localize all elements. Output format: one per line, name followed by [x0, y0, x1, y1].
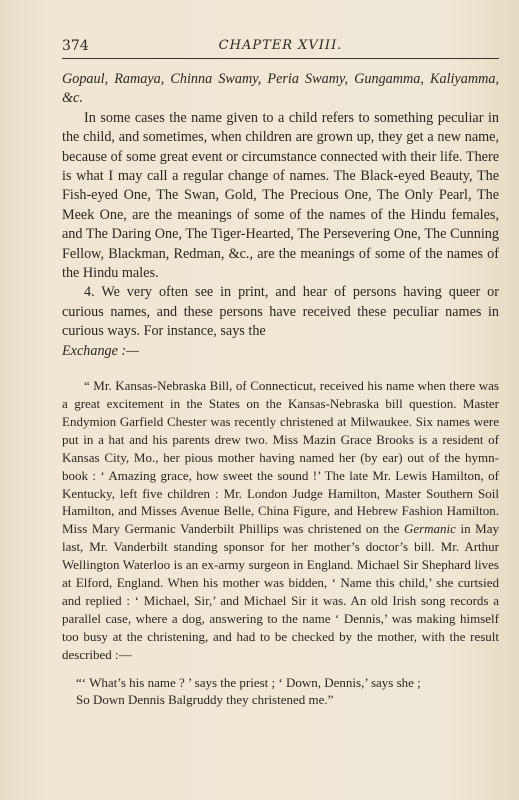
quote-text-part-2: in May last, Mr. Vanderbilt standing sponsor for her mother’s doctor’s bill. Mr. Arthur Wellington Waterloo is an ex-army surgeon in England. Michael Sir Shephard lives at Elford, England. When his mother was bidden, ‘ Name this child,’ she curtsied and replied : ‘ Michael, Sir,’ and Michael Sir it was. An old Irish song records a parallel case, where a dog, answering to the name ‘ Dennis,’ was making himself too busy at the christening, and had to be checked by the mother, with the result described :—	[62, 521, 500, 662]
verse-quote	[62, 674, 499, 708]
paragraph-curious-names	[62, 283, 499, 361]
paragraph-text: 4. We very often see in print, and hear of persons having queer or curious names, and these persons have received these peculiar names in curious ways. For instance, says the	[62, 284, 499, 340]
quote-text-part-1: “ Mr. Kansas-Nebraska Bill, of Connecticut, received his name when there was a great excitement in the States on the Kansas-Nebraska bill question. Master Endymion Garfield Chester was recently christened at Milwaukee. Six names were put in a hat and his parents drew two. Miss Mazin Grace Brooks is a resident of Kansas City, Mo., her pious mother having named her (by ear) out of the hymn-book : ‘ Amazing grace, how sweet the sound !’ The late Mr. Lewis Hamilton, of Kentucky, left five children : Mr. London Judge Hamilton, Master Southern Soil Hamilton, and Misses Avenue Belle, China Figure, and Hebrew Fashion Hamilton. Miss Mary Germanic Vanderbilt Phillips was christened on the	[62, 378, 499, 537]
verse-line-1: “‘ What’s his name ? ’ says the priest ; ‘ Down, Dennis,’ says she ;	[76, 674, 421, 690]
quoted-extract	[62, 377, 499, 664]
verse-line-2: So Down Dennis Balgruddy they christened me.”	[76, 691, 334, 707]
name-list-paragraph: Gopaul, Ramaya, Chinna Swamy, Peria Swamy, Gungamma, Kaliyamma, &c.	[62, 71, 499, 107]
ship-name: Germanic	[403, 521, 456, 537]
source-citation: Exchange :—	[62, 342, 139, 359]
paragraph-name-meanings: In some cases the name given to a child refers to something peculiar in the child, and sometimes, when children are grown up, they get a new name, because of some great event or circumstance connected with their life. There is what I may call a regular change of names. The Black-eyed Beauty, The Fish-eyed One, The Swan, Gold, The Precious One, The Only Pearl, The Meek One, are the meanings of some of the names of the Hindu females, and The Daring One, The Tiger-Hearted, The Persevering One, The Cunning Fellow, Blackman, Redman, &c., are the meanings of some of the names of the Hindu males.	[62, 109, 499, 282]
running-head: CHAPTER XVIII.	[218, 38, 343, 53]
page-header	[62, 38, 499, 59]
page-number: 374	[62, 38, 89, 54]
page-body	[62, 70, 499, 708]
